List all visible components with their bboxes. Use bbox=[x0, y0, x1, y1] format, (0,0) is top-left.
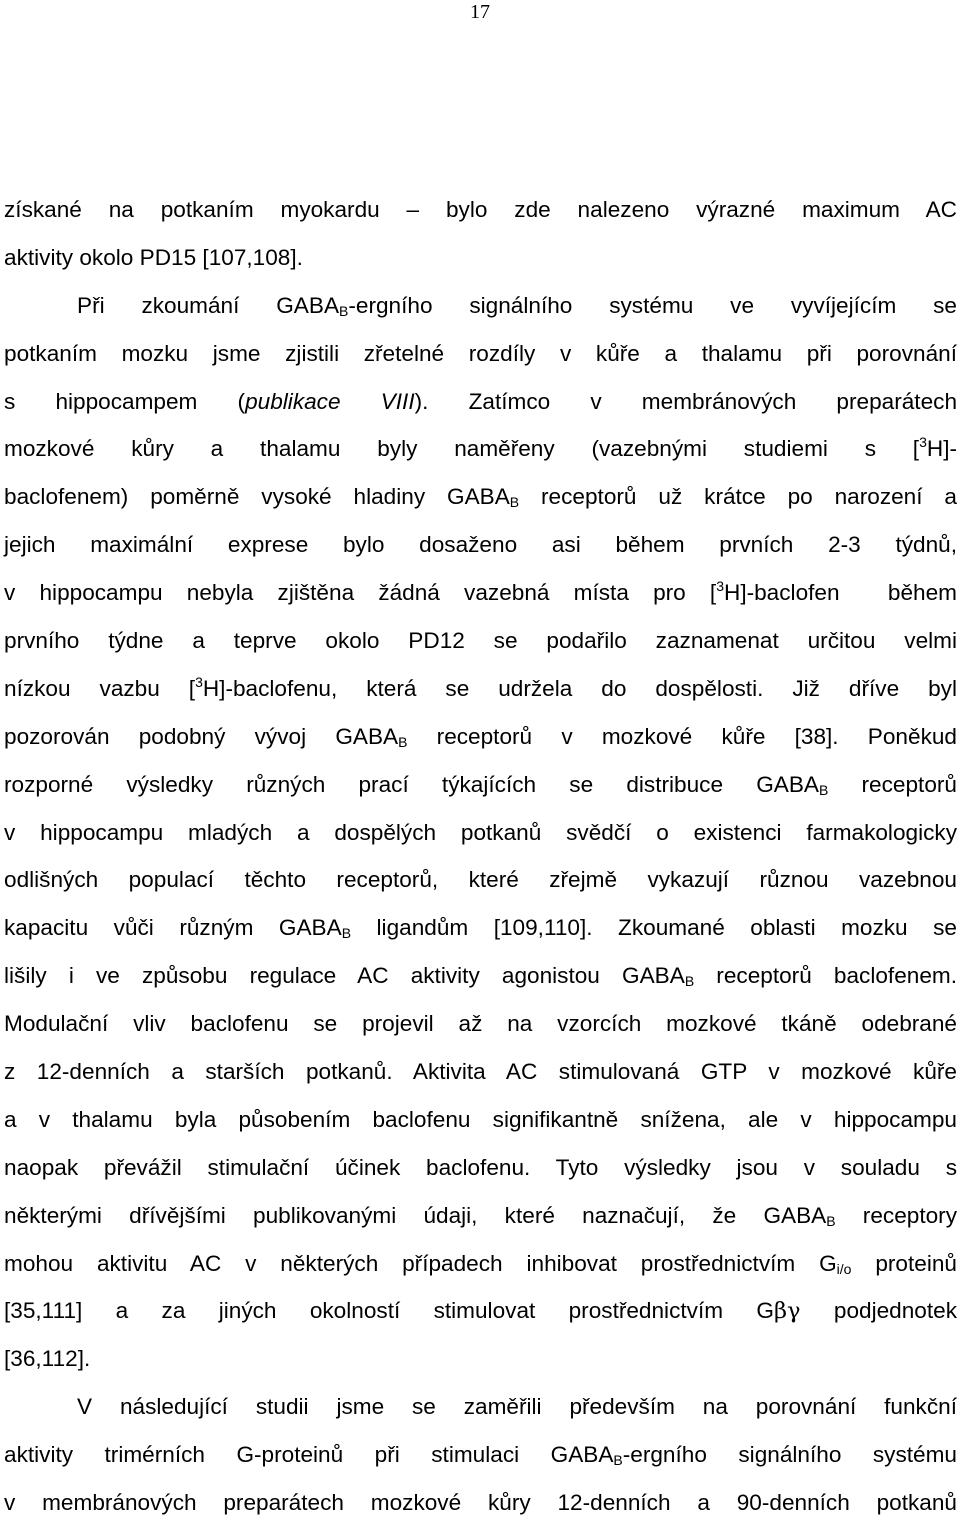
text-segment: [35,111] a za jiných okolností stimulovat prostřednictvím G bbox=[4, 1298, 774, 1324]
text-segment: v membránových preparátech mozkové kůry 12-denních a 90-denních potkanů bbox=[4, 1490, 957, 1516]
document-body bbox=[4, 186, 957, 1527]
text-line bbox=[4, 665, 957, 713]
text-segment: H]- bbox=[926, 436, 957, 462]
text-line bbox=[4, 569, 957, 617]
superscript: 3 bbox=[716, 578, 724, 595]
text-segment: receptory bbox=[835, 1202, 957, 1228]
subscript: B bbox=[684, 973, 695, 990]
subscript: B bbox=[826, 1212, 836, 1229]
subscript: B bbox=[398, 733, 408, 750]
text-segment: aktivity okolo PD15 [107,108]. bbox=[4, 244, 303, 270]
text-segment: -ergního signálního systému bbox=[622, 1442, 957, 1468]
text-line bbox=[4, 1192, 957, 1240]
text-segment: mohou aktivitu AC v některých případech inhibovat prostřednictvím G bbox=[4, 1250, 837, 1276]
subscript: B bbox=[613, 1452, 623, 1469]
text-segment: mozkové kůry a thalamu byly naměřeny (vazebnými studiemi s [ bbox=[4, 436, 920, 462]
text-segment: kapacitu vůči různým GABA bbox=[4, 915, 342, 941]
text-segment: některými dřívějšími publikovanými údaji, které naznačují, že GABA bbox=[4, 1202, 827, 1228]
text-segment: lišily i ve způsobu regulace AC aktivity agonistou GABA bbox=[4, 963, 685, 989]
text-line bbox=[4, 809, 957, 857]
text-line bbox=[4, 1383, 957, 1431]
superscript: 3 bbox=[195, 673, 203, 690]
text-segment: baclofenem) poměrně vysoké hladiny GABA bbox=[4, 484, 510, 510]
text-segment: receptorů už krátce po narození a bbox=[519, 484, 957, 510]
text-segment: Modulační vliv baclofenu se projevil až na vzorcích mozkové tkáně odebrané bbox=[4, 1011, 957, 1037]
subscript: i/o bbox=[836, 1260, 852, 1277]
subscript: B bbox=[339, 302, 349, 319]
text-segment: H]-baclofenu, která se udržela do dospělosti. Již dříve byl bbox=[202, 675, 957, 701]
text-line bbox=[4, 761, 957, 809]
text-segment: nízkou vazbu [ bbox=[4, 675, 196, 701]
text-segment: a v thalamu byla působením baclofenu signifikantně snížena, ale v hippocampu bbox=[4, 1106, 957, 1132]
text-line bbox=[4, 1000, 957, 1048]
text-line bbox=[4, 856, 957, 904]
subscript: B bbox=[509, 494, 520, 511]
italic-text: publikace VIII bbox=[245, 388, 415, 414]
text-line bbox=[4, 1240, 957, 1288]
text-line bbox=[4, 378, 957, 426]
text-segment: βγ bbox=[773, 1298, 801, 1325]
text-segment: jejich maximální exprese bylo dosaženo asi během prvních 2-3 týdnů, bbox=[4, 532, 957, 558]
text-segment: proteinů bbox=[851, 1250, 957, 1276]
text-segment: rozporné výsledky různých prací týkajících se distribuce GABA bbox=[4, 771, 819, 797]
text-segment: aktivity trimérních G-proteinů při stimulaci GABA bbox=[4, 1442, 614, 1468]
text-segment: s hippocampem ( bbox=[4, 388, 246, 414]
page-number: 17 bbox=[470, 1, 490, 23]
superscript: 3 bbox=[919, 434, 927, 451]
text-line bbox=[4, 521, 957, 569]
text-line bbox=[4, 330, 957, 378]
text-segment: podjednotek bbox=[800, 1298, 957, 1324]
text-line bbox=[4, 952, 957, 1000]
text-segment: Při zkoumání GABA bbox=[77, 292, 340, 318]
text-line bbox=[4, 234, 957, 282]
text-line bbox=[4, 713, 957, 761]
text-line bbox=[4, 1431, 957, 1479]
text-line bbox=[4, 617, 957, 665]
text-segment: receptorů bbox=[828, 771, 957, 797]
text-line bbox=[4, 425, 957, 473]
text-segment: potkaním mozku jsme zjistili zřetelné rozdíly v kůře a thalamu při porovnání bbox=[4, 340, 957, 366]
text-segment: získané na potkaním myokardu – bylo zde nalezeno výrazné maximum AC bbox=[4, 197, 957, 222]
text-line bbox=[4, 1144, 957, 1192]
text-segment: V následující studii jsme se zaměřili především na porovnání funkční bbox=[77, 1394, 957, 1420]
text-line bbox=[4, 186, 957, 234]
text-segment: prvního týdne a teprve okolo PD12 se podařilo zaznamenat určitou velmi bbox=[4, 628, 957, 654]
text-line bbox=[4, 282, 957, 330]
text-line bbox=[4, 1096, 957, 1144]
text-segment: naopak převážil stimulační účinek baclofenu. Tyto výsledky jsou v souladu s bbox=[4, 1154, 957, 1180]
text-line bbox=[4, 1287, 957, 1335]
text-segment: v hippocampu mladých a dospělých potkanů svědčí o existenci farmakologicky bbox=[4, 819, 957, 845]
text-segment: pozorován podobný vývoj GABA bbox=[4, 723, 399, 749]
text-segment: H]-baclofen během bbox=[724, 580, 957, 606]
subscript: B bbox=[819, 781, 829, 798]
text-line bbox=[4, 473, 957, 521]
text-segment: -ergního signálního systému ve vyvíjejícím se bbox=[348, 292, 958, 318]
text-segment: [36,112]. bbox=[4, 1346, 91, 1372]
subscript: B bbox=[341, 925, 352, 942]
text-segment: ). Zatímco v membránových preparátech bbox=[414, 388, 958, 414]
text-segment: v hippocampu nebyla zjištěna žádná vazebná místa pro [ bbox=[4, 580, 717, 606]
text-segment: receptorů baclofenem. bbox=[694, 963, 957, 989]
text-segment: receptorů v mozkové kůře [38]. Poněkud bbox=[407, 723, 957, 749]
text-line bbox=[4, 904, 957, 952]
text-segment: ligandům [109,110]. Zkoumané oblasti mozku se bbox=[351, 915, 957, 941]
text-line bbox=[4, 1335, 957, 1383]
text-segment: odlišných populací těchto receptorů, které zřejmě vykazují různou vazebnou bbox=[4, 867, 957, 893]
text-line bbox=[4, 1048, 957, 1096]
text-segment: z 12-denních a starších potkanů. Aktivita AC stimulovaná GTP v mozkové kůře bbox=[4, 1059, 957, 1085]
